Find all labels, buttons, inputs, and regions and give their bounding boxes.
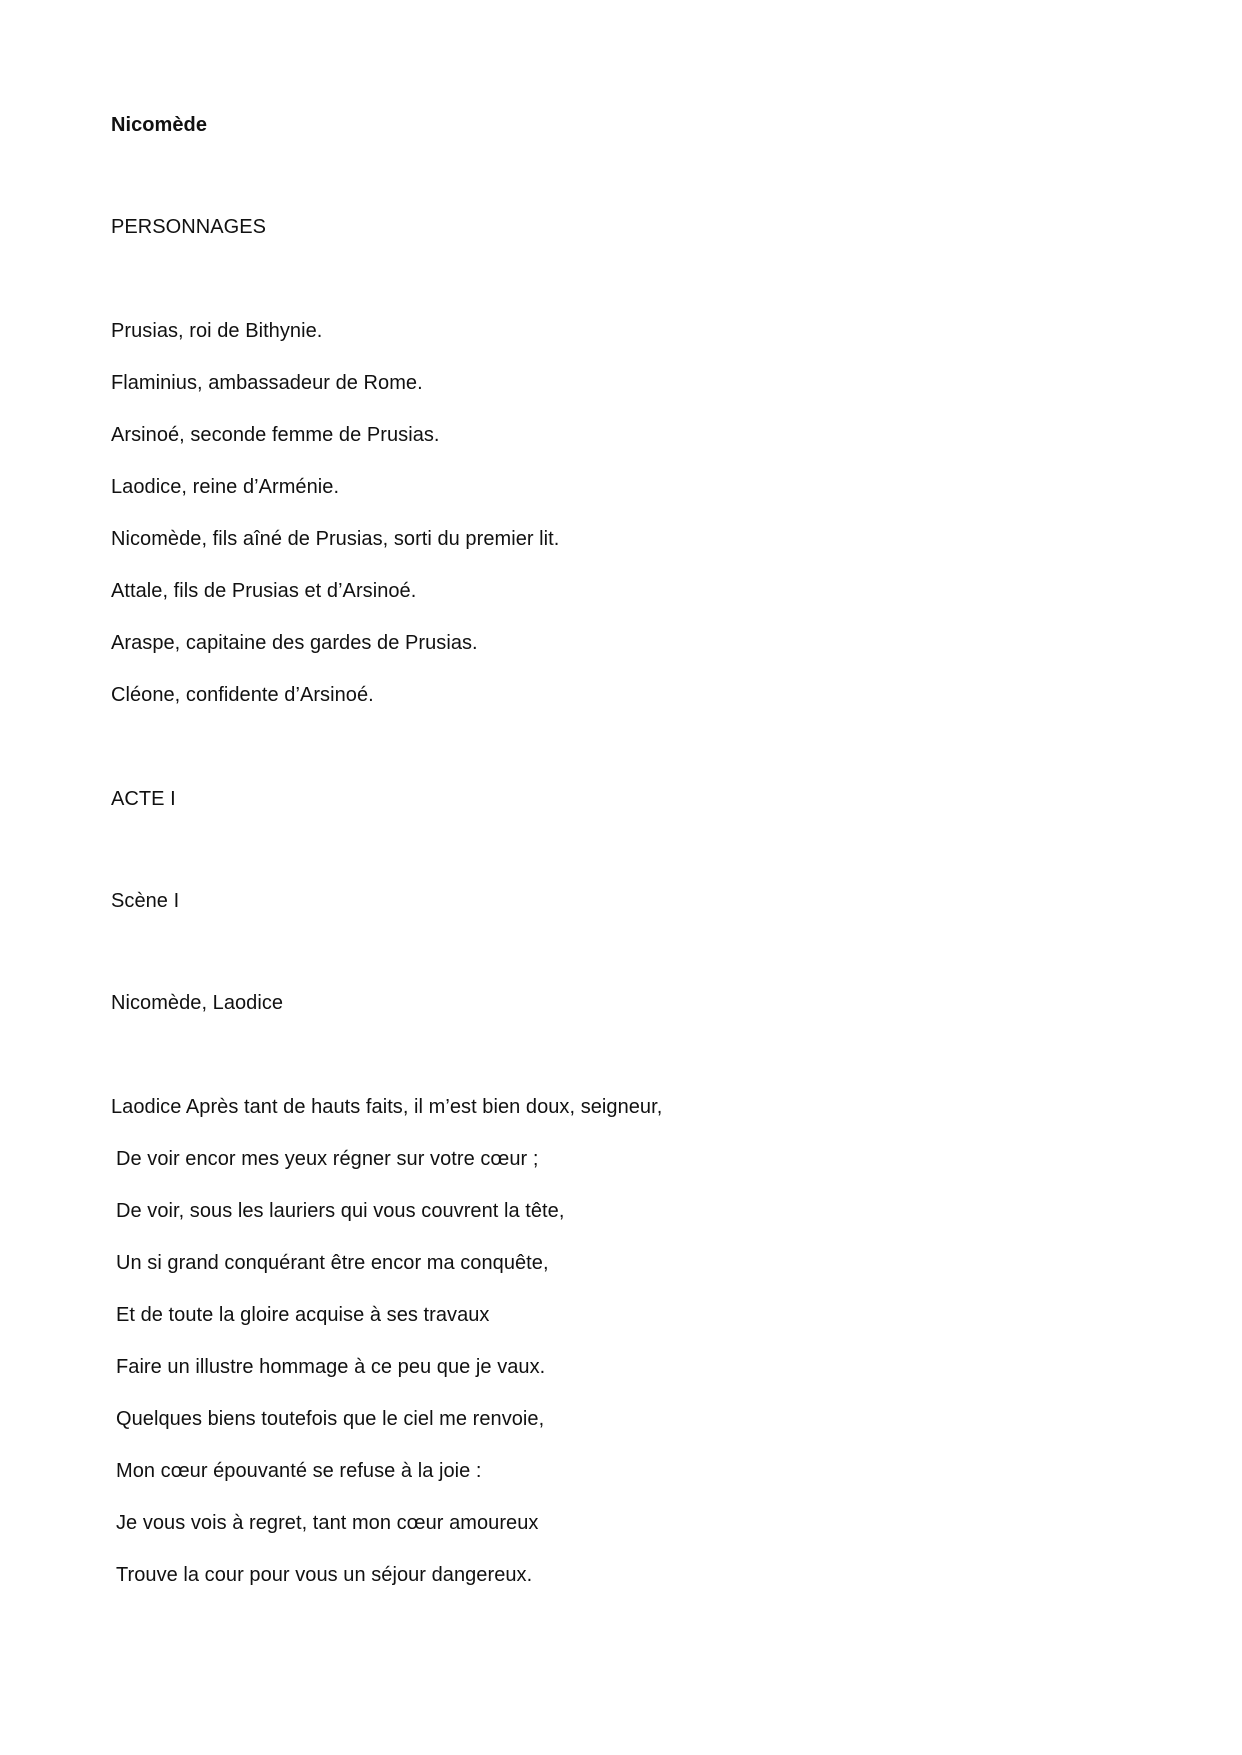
verse-line: Laodice Après tant de hauts faits, il m’est bien doux, seigneur, [111,1096,663,1118]
verse-line: Mon cœur épouvanté se refuse à la joie : [116,1460,482,1482]
document-title: Nicomède [111,114,207,136]
verse-line: Un si grand conquérant être encor ma conquête, [116,1252,549,1274]
character-line: Cléone, confidente d’Arsinoé. [111,684,374,706]
act-heading: ACTE I [111,788,176,810]
verse-line: Faire un illustre hommage à ce peu que je vaux. [116,1356,546,1378]
character-line: Attale, fils de Prusias et d’Arsinoé. [111,580,417,602]
verse-line: De voir, sous les lauriers qui vous couvrent la tête, [116,1200,565,1222]
character-line: Nicomède, fils aîné de Prusias, sorti du premier lit. [111,528,560,550]
verse-line: Quelques biens toutefois que le ciel me renvoie, [116,1408,545,1430]
character-line: Prusias, roi de Bithynie. [111,320,323,342]
character-line: Arsinoé, seconde femme de Prusias. [111,424,440,446]
verse-line: Je vous vois à regret, tant mon cœur amoureux [116,1512,539,1534]
character-line: Laodice, reine d’Arménie. [111,476,340,498]
personnages-heading: PERSONNAGES [111,216,267,238]
verse-line: Et de toute la gloire acquise à ses travaux [116,1304,490,1326]
verse-line: Trouve la cour pour vous un séjour dangereux. [116,1564,533,1586]
verse-line: De voir encor mes yeux régner sur votre cœur ; [116,1148,539,1170]
character-line: Araspe, capitaine des gardes de Prusias. [111,632,478,654]
scene-characters: Nicomède, Laodice [111,992,284,1014]
character-line: Flaminius, ambassadeur de Rome. [111,372,423,394]
scene-heading: Scène I [111,890,180,912]
